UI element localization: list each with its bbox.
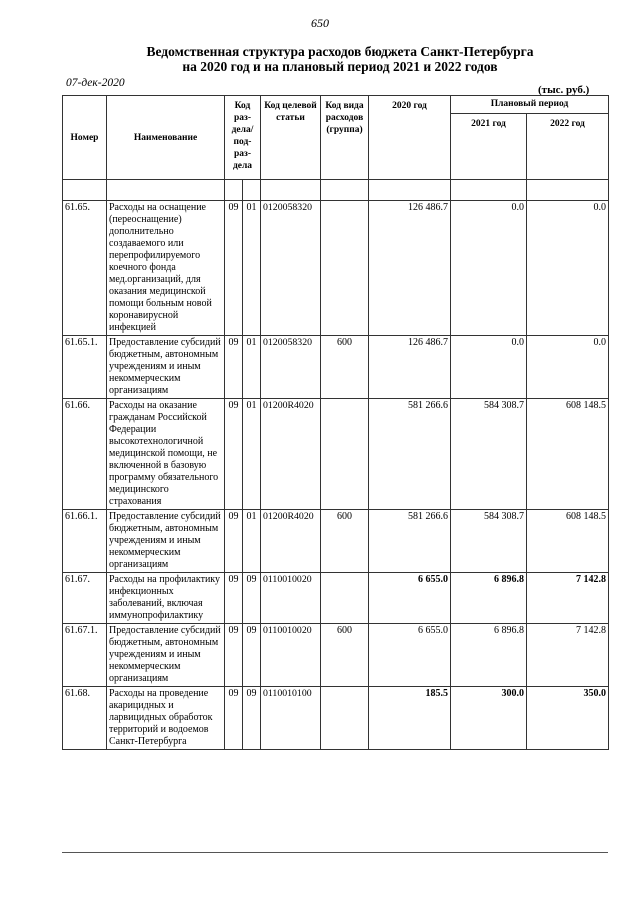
row-name: Предоставление субсидий бюджетным, автономным учреждениям и иным некоммерческим организациям (107, 510, 225, 573)
row-value-2022: 7 142.8 (527, 624, 609, 687)
row-subsection-code: 01 (243, 336, 261, 399)
title-line-2: на 2020 год и на плановый период 2021 и 2022 годов (182, 59, 498, 74)
row-value-2020: 581 266.6 (369, 399, 451, 510)
row-section-code: 09 (225, 399, 243, 510)
row-value-2022: 7 142.8 (527, 573, 609, 624)
row-target-code: 0120058320 (261, 336, 321, 399)
row-subsection-code: 09 (243, 573, 261, 624)
header-year-2020: 2020 год (369, 96, 451, 180)
row-subsection-code: 01 (243, 510, 261, 573)
header-spacer-row (63, 180, 609, 201)
document-title (90, 44, 590, 74)
row-section-code: 09 (225, 687, 243, 750)
table-row (63, 510, 609, 573)
row-target-code: 01200R4020 (261, 399, 321, 510)
row-number: 61.67. (63, 573, 107, 624)
row-number: 61.65.1. (63, 336, 107, 399)
report-date: 07-дек-2020 (66, 77, 125, 89)
bottom-rule (62, 852, 608, 853)
row-value-2020: 185.5 (369, 687, 451, 750)
header-planned-period: Плановый период (451, 96, 609, 114)
row-kind-code (321, 399, 369, 510)
header-kind-code: Код вида расходов (группа) (321, 96, 369, 180)
row-target-code: 0110010020 (261, 573, 321, 624)
row-section-code: 09 (225, 573, 243, 624)
row-value-2021: 6 896.8 (451, 624, 527, 687)
row-section-code: 09 (225, 510, 243, 573)
row-number: 61.68. (63, 687, 107, 750)
table-row (63, 624, 609, 687)
table-row (63, 336, 609, 399)
table-row (63, 399, 609, 510)
units-label: (тыс. руб.) (538, 84, 590, 96)
row-value-2022: 350.0 (527, 687, 609, 750)
title-line-1: Ведомственная структура расходов бюджета Санкт-Петербурга (146, 44, 534, 59)
row-value-2020: 126 486.7 (369, 336, 451, 399)
header-year-2022: 2022 год (527, 114, 609, 180)
row-number: 61.66. (63, 399, 107, 510)
row-value-2020: 581 266.6 (369, 510, 451, 573)
header-year-2021: 2021 год (451, 114, 527, 180)
row-subsection-code: 01 (243, 201, 261, 336)
row-kind-code (321, 573, 369, 624)
page-number: 650 (311, 16, 329, 30)
budget-table (62, 95, 609, 750)
row-value-2022: 0.0 (527, 336, 609, 399)
row-subsection-code: 01 (243, 399, 261, 510)
table-row (63, 573, 609, 624)
row-value-2021: 6 896.8 (451, 573, 527, 624)
row-target-code: 0110010020 (261, 624, 321, 687)
header-number: Номер (63, 96, 107, 180)
row-value-2021: 584 308.7 (451, 399, 527, 510)
table-row (63, 687, 609, 750)
row-section-code: 09 (225, 336, 243, 399)
row-name: Расходы на профилактику инфекционных заболеваний, включая иммунопрофилактику (107, 573, 225, 624)
row-value-2021: 0.0 (451, 336, 527, 399)
header-target-code: Код целевой статьи (261, 96, 321, 180)
row-value-2021: 300.0 (451, 687, 527, 750)
row-value-2021: 584 308.7 (451, 510, 527, 573)
row-subsection-code: 09 (243, 624, 261, 687)
row-value-2020: 126 486.7 (369, 201, 451, 336)
row-subsection-code: 09 (243, 687, 261, 750)
row-target-code: 0110010100 (261, 687, 321, 750)
row-name: Расходы на оказание гражданам Российской Федерации высокотехнологичной медицинской помощи, не включенной в базовую программу обязательного медицинского страхования (107, 399, 225, 510)
row-name: Расходы на оснащение (переоснащение) дополнительно создаваемого или перепрофилируемого коечного фонда мед.организаций, для оказания медицинской помощи больным новой коронавирусной инфекцией (107, 201, 225, 336)
row-value-2021: 0.0 (451, 201, 527, 336)
row-value-2022: 608 148.5 (527, 399, 609, 510)
header-name: Наименование (107, 96, 225, 180)
row-value-2020: 6 655.0 (369, 573, 451, 624)
row-value-2022: 608 148.5 (527, 510, 609, 573)
row-kind-code: 600 (321, 510, 369, 573)
row-name: Расходы на проведение акарицидных и ларвицидных обработок территорий и водоемов Санкт-Петербурга (107, 687, 225, 750)
row-number: 61.66.1. (63, 510, 107, 573)
row-name: Предоставление субсидий бюджетным, автономным учреждениям и иным некоммерческим организациям (107, 624, 225, 687)
row-value-2022: 0.0 (527, 201, 609, 336)
row-target-code: 0120058320 (261, 201, 321, 336)
row-kind-code: 600 (321, 336, 369, 399)
row-value-2020: 6 655.0 (369, 624, 451, 687)
row-name: Предоставление субсидий бюджетным, автономным учреждениям и иным некоммерческим организациям (107, 336, 225, 399)
row-section-code: 09 (225, 201, 243, 336)
row-number: 61.65. (63, 201, 107, 336)
table-row (63, 201, 609, 336)
row-kind-code (321, 687, 369, 750)
row-target-code: 01200R4020 (261, 510, 321, 573)
row-section-code: 09 (225, 624, 243, 687)
row-kind-code: 600 (321, 624, 369, 687)
header-section-code: Код раз-дела/ под-раз-дела (225, 96, 261, 180)
row-number: 61.67.1. (63, 624, 107, 687)
row-kind-code (321, 201, 369, 336)
